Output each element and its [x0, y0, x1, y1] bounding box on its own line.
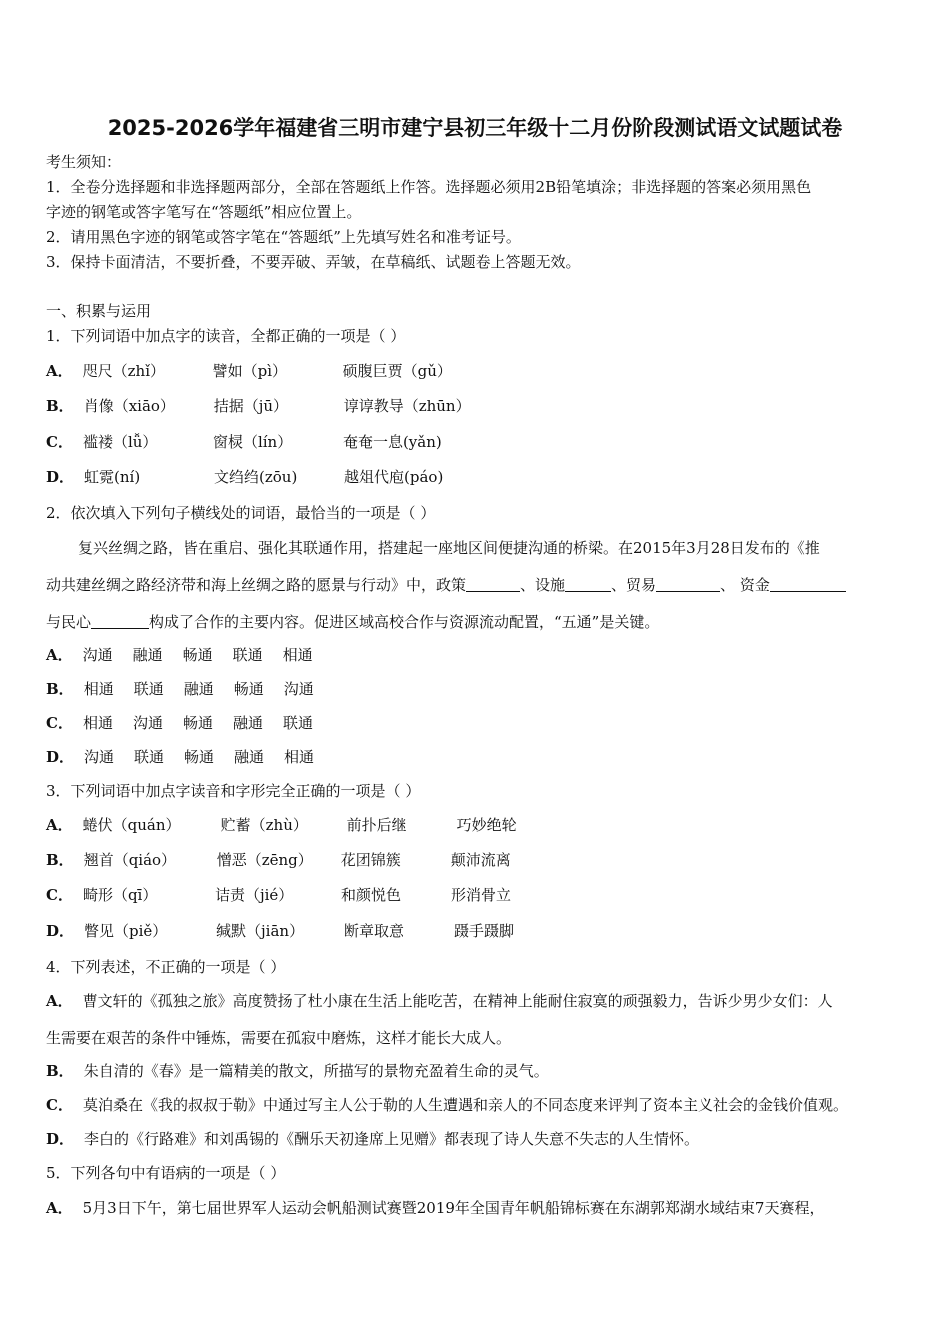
q3-d-term-3: 断章取意 [344, 922, 405, 940]
notice-item-2: 2．请用黑色字迹的钢笔或答字笔在“答题纸”上先填写姓名和准考证号。 [46, 228, 521, 246]
q2-stem: 2．依次填入下列句子横线处的词语，最恰当的一项是（ ） [46, 504, 436, 522]
q1-option-d [46, 467, 443, 487]
q3-b-term-3: 花团锦簇 [340, 851, 401, 869]
q1-c-term-3: 奄奄一息(yǎn) [342, 433, 442, 451]
q2-text: 构成了合作的主要内容。促进区域高校合作与资源流动配置，“五通”是关键。 [149, 613, 660, 631]
q2-option-b [46, 679, 314, 699]
q2-d-word-2: 联通 [134, 748, 165, 766]
q3-stem: 3．下列词语中加点字读音和字形完全正确的一项是（ ） [46, 782, 421, 800]
option-label: D． [46, 1130, 75, 1148]
q4-option-a-cont: 生需要在艰苦的条件中锤炼，需要在孤寂中磨炼，这样才能长大成人。 [46, 1029, 512, 1047]
q2-text: 、贸易 [611, 576, 657, 594]
q2-text: 、 资金 [720, 576, 770, 594]
q3-d-term-1: 瞥见（piě） [84, 922, 168, 940]
option-label: C． [46, 1096, 73, 1114]
option-label: B． [46, 1062, 74, 1080]
q2-d-word-5: 相通 [284, 748, 315, 766]
q1-option-b [46, 396, 471, 416]
q3-c-term-4: 形消骨立 [450, 886, 511, 904]
q2-b-word-3: 融通 [183, 680, 214, 698]
q3-option-d [46, 921, 514, 941]
option-label: D． [46, 748, 75, 766]
q3-b-term-1: 翘首（qiáo） [83, 851, 177, 869]
q3-c-term-2: 诘责（jié） [214, 886, 294, 904]
option-label: A． [46, 992, 73, 1010]
q3-b-term-4: 颠沛流离 [450, 851, 511, 869]
q3-d-term-2: 缄默（jiān） [216, 922, 305, 940]
q3-a-term-1: 蜷伏（quán） [82, 816, 181, 834]
q3-d-term-4: 蹑手蹑脚 [454, 922, 515, 940]
q2-b-word-5: 沟通 [283, 680, 314, 698]
q2-b-word-2: 联通 [133, 680, 164, 698]
q1-a-term-3: 硕腹巨贾（gǔ） [342, 362, 452, 380]
notice-heading: 考生须知： [46, 153, 122, 171]
q3-option-a [46, 815, 517, 835]
q3-option-c [46, 885, 511, 905]
q3-a-term-2: 贮蓄（zhù） [220, 816, 308, 834]
q4-option-b [46, 1061, 549, 1081]
q1-c-term-2: 窗棂（lín） [212, 433, 293, 451]
q1-d-term-2: 文绉绉(zōu) [214, 468, 298, 486]
option-label: A． [46, 816, 73, 834]
q2-c-word-1: 相通 [82, 714, 113, 732]
q2-text: 、设施 [520, 576, 566, 594]
notice-item-1: 1．全卷分选择题和非选择题两部分，全部在答题纸上作答。选择题必须用2B铅笔填涂；非选择题的答案必须用黑色 [46, 178, 812, 196]
q2-d-word-3: 畅通 [184, 748, 215, 766]
section-heading: 一、积累与运用 [46, 302, 152, 320]
q5-option-a [46, 1198, 824, 1218]
q2-b-word-4: 畅通 [233, 680, 264, 698]
q2-blank-3 [656, 575, 720, 592]
q2-option-d [46, 747, 314, 767]
q2-blank-4 [770, 575, 846, 592]
q2-d-word-4: 融通 [234, 748, 265, 766]
q2-text: 动共建丝绸之路经济带和海上丝绸之路的愿景与行动》中，政策 [46, 576, 467, 594]
exam-title: 2025-2026学年福建省三明市建宁县初三年级十二月份阶段测试语文试题试卷 [107, 116, 843, 140]
option-label: A． [46, 362, 73, 380]
q3-a-term-3: 前扑后继 [346, 816, 407, 834]
q2-a-word-3: 畅通 [182, 646, 213, 664]
option-label: C． [46, 433, 73, 451]
q1-d-term-3: 越俎代庖(páo) [344, 468, 444, 486]
q4-stem: 4．下列表述，不正确的一项是（ ） [46, 958, 286, 976]
q1-a-term-2: 譬如（pì） [212, 362, 288, 380]
q1-b-term-2: 拮据（jū） [213, 397, 288, 415]
q1-option-c [46, 432, 442, 452]
q2-text: 与民心 [46, 613, 92, 631]
option-label: A． [46, 1199, 73, 1217]
q1-a-term-1: 咫尺（zhǐ） [82, 362, 166, 380]
q2-a-word-4: 联通 [232, 646, 263, 664]
option-label: D． [46, 922, 75, 940]
q5-a-text: 5月3日下午，第七届世界军人运动会帆船测试赛暨2019年全国青年帆船锦标赛在东湖郭郑湖水域结束7天赛程， [82, 1199, 825, 1217]
q1-b-term-3: 谆谆教导（zhūn） [343, 397, 471, 415]
q2-blank-2 [565, 575, 611, 592]
q4-c-text: 莫泊桑在《我的叔叔于勒》中通过写主人公于勒的人生遭遇和亲人的不同态度来评判了资本主义社会的金钱价值观。 [82, 1096, 848, 1114]
q2-c-word-4: 融通 [232, 714, 263, 732]
q4-option-a [46, 991, 833, 1011]
q4-b-text: 朱自清的《春》是一篇精美的散文，所描写的景物充盈着生命的灵气。 [83, 1062, 549, 1080]
q3-a-term-4: 巧妙绝轮 [456, 816, 517, 834]
q2-d-word-1: 沟通 [84, 748, 115, 766]
option-label: B． [46, 851, 74, 869]
option-label: C． [46, 714, 73, 732]
option-label: A． [46, 646, 73, 664]
q5-stem: 5．下列各句中有语病的一项是（ ） [46, 1164, 286, 1182]
q2-passage-line-1: 复兴丝绸之路，皆在重启、强化其联通作用，搭建起一座地区间便捷沟通的桥梁。在2015年3月28日发布的《推 [78, 539, 820, 557]
q3-b-term-2: 憎恶（zēng） [216, 851, 313, 869]
q2-blank-5 [91, 612, 149, 629]
q4-d-text: 李白的《行路难》和刘禹锡的《酬乐天初逢席上见赠》都表现了诗人失意不失志的人生情怀。 [84, 1130, 700, 1148]
q2-a-word-5: 相通 [282, 646, 313, 664]
q2-passage-line-3 [46, 612, 659, 632]
q3-option-b [46, 850, 511, 870]
q2-option-a [46, 645, 313, 665]
q2-a-word-1: 沟通 [82, 646, 113, 664]
q2-c-word-5: 联通 [282, 714, 313, 732]
q4-a-text: 曹文轩的《孤独之旅》高度赞扬了杜小康在生活上能吃苦，在精神上能耐住寂寞的顽强毅力，告诉少男少女们：人 [82, 992, 833, 1010]
q1-option-a [46, 361, 452, 381]
q2-blank-1 [466, 575, 520, 592]
notice-item-1-cont: 字迹的钢笔或答字笔写在“答题纸”相应位置上。 [46, 203, 362, 221]
option-label: B． [46, 397, 74, 415]
q3-c-term-1: 畸形（qī） [82, 886, 158, 904]
notice-item-3: 3．保持卡面清洁，不要折叠，不要弄破、弄皱，在草稿纸、试题卷上答题无效。 [46, 253, 581, 271]
option-label: C． [46, 886, 73, 904]
q2-c-word-3: 畅通 [182, 714, 213, 732]
option-label: B． [46, 680, 74, 698]
q1-d-term-1: 虹霓(ní) [84, 468, 141, 486]
q1-b-term-1: 肖像（xiāo） [83, 397, 175, 415]
q1-stem: 1．下列词语中加点字的读音，全都正确的一项是（ ） [46, 327, 406, 345]
q4-option-c [46, 1095, 848, 1115]
q2-passage-line-2 [46, 575, 846, 595]
q2-option-c [46, 713, 313, 733]
q1-c-term-1: 褴褛（lǚ） [82, 433, 158, 451]
q4-option-d [46, 1129, 699, 1149]
q2-a-word-2: 融通 [132, 646, 163, 664]
option-label: D． [46, 468, 75, 486]
q2-c-word-2: 沟通 [132, 714, 163, 732]
q2-b-word-1: 相通 [83, 680, 114, 698]
q3-c-term-3: 和颜悦色 [340, 886, 401, 904]
